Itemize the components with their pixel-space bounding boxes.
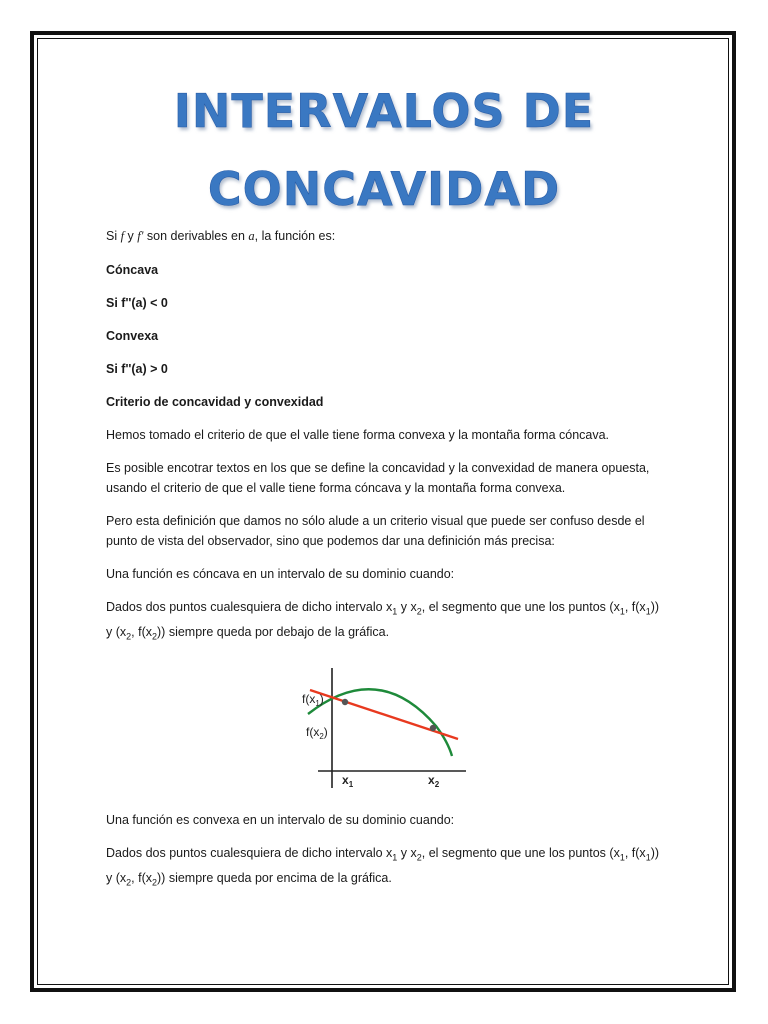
concave-condition: Si f''(a) < 0	[106, 296, 168, 310]
label-x2: $x_2$	[428, 773, 440, 789]
convex-label: Convexa	[106, 329, 159, 343]
convex-definition: Una función es convexa en un intervalo de su dominio cuando:	[106, 813, 455, 827]
page-title-line-2: CONCAVIDAD	[207, 162, 561, 216]
point-x1	[342, 699, 348, 705]
label-fx1: $f(x_1)$	[302, 692, 324, 708]
concave-label: Cóncava	[106, 263, 159, 277]
convex-condition: Si f''(a) > 0	[106, 362, 168, 376]
label-x1: $x_1$	[342, 773, 354, 789]
concave-detail: Dados dos puntos cualesquiera de dicho intervalo $x_1$ y $x_2$, el segmento que une los puntos ($x_1$, $f(x_1)$) y ($x_2$, $f(x_2)$) siempre queda por debajo de la gráfica.	[106, 600, 660, 641]
label-fx2: $f(x_2)$	[306, 725, 328, 741]
concave-curve	[308, 689, 452, 756]
convex-detail: Dados dos puntos cualesquiera de dicho intervalo $x_1$ y $x_2$, el segmento que une los puntos ($x_1$, $f(x_1)$) y ($x_2$, $f(x_2)$) siempre queda por encima de la gráfica.	[106, 846, 660, 887]
concavity-diagram	[298, 664, 470, 796]
criterion-heading: Criterio de concavidad y convexidad	[106, 395, 324, 409]
paragraph-2: Es posible encotrar textos en los que se define la concavidad y la convexidad de manera opuesta, usando el criterio de que el valle tiene forma cóncava y la montaña forma convexa.	[106, 461, 650, 495]
concave-definition: Una función es cóncava en un intervalo de su dominio cuando:	[106, 567, 455, 581]
page-title-line-1: INTERVALOS DE	[173, 84, 595, 138]
point-x2	[430, 725, 436, 731]
intro-paragraph: Si f y f' son derivables en a, la función es:	[106, 229, 336, 243]
paragraph-3: Pero esta definición que damos no sólo alude a un criterio visual que puede ser confuso desde el punto de vista del observador, sino que podemos dar una definición más precisa:	[106, 514, 645, 548]
paragraph-1: Hemos tomado el criterio de que el valle tiene forma convexa y la montaña forma cóncava.	[106, 428, 610, 442]
